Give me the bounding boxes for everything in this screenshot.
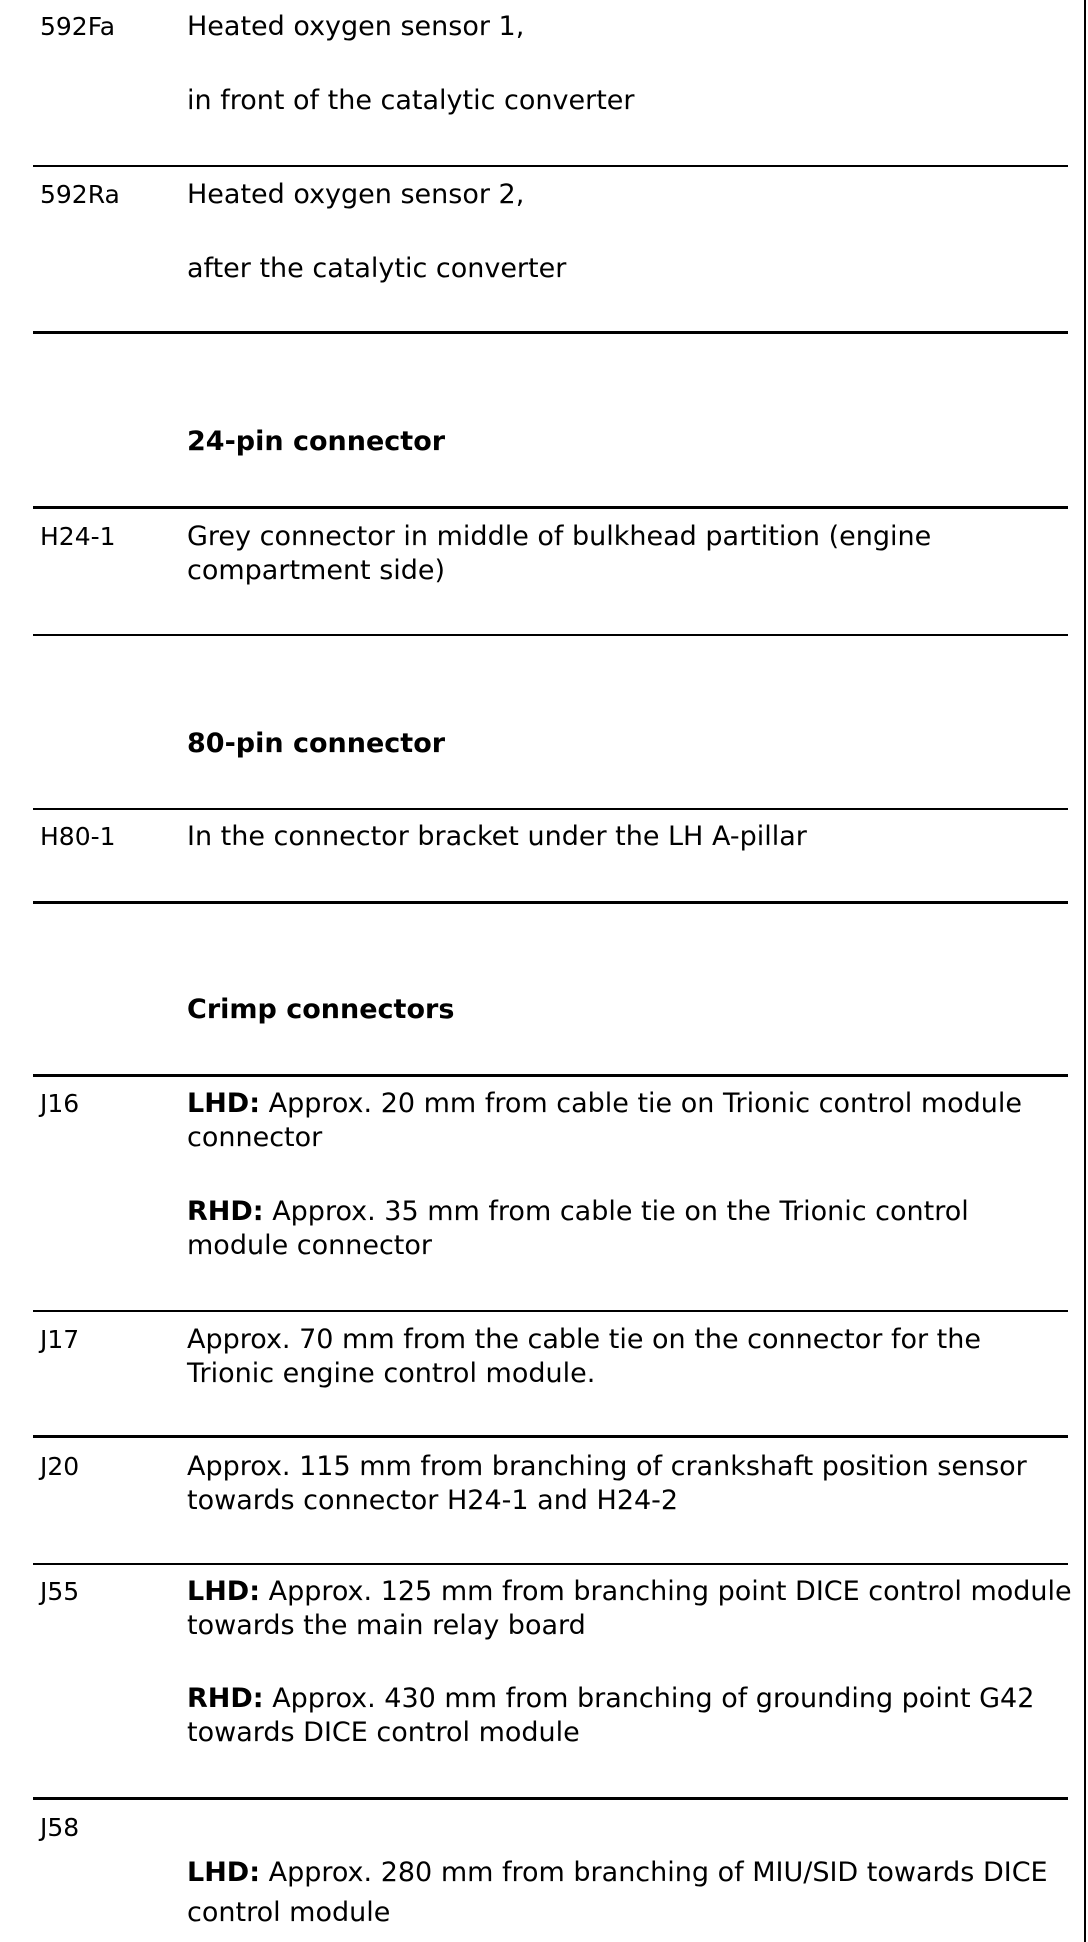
lhd-text: Approx. 280 mm from branching of MIU/SID towards DICE control module xyxy=(187,1857,1048,1928)
rhd-text: Approx. 35 mm from cable tie on the Trionic control module connector xyxy=(187,1196,969,1261)
component-code: J20 xyxy=(40,1452,80,1481)
section-heading: Crimp connectors xyxy=(187,994,455,1025)
component-description xyxy=(187,1195,1072,1263)
section-divider xyxy=(33,1797,1068,1800)
component-code: H24-1 xyxy=(40,522,116,551)
row-divider xyxy=(33,1310,1068,1312)
component-description: Approx. 115 mm from branching of crankshaft position sensor towards connector H24-1 and H24-2 xyxy=(187,1451,1027,1516)
component-code: J55 xyxy=(40,1577,80,1606)
lhd-text: Approx. 125 mm from branching point DICE control module towards the main relay board xyxy=(187,1576,1072,1641)
row-divider xyxy=(33,634,1068,636)
component-code: J16 xyxy=(40,1089,80,1118)
component-code: H80-1 xyxy=(40,822,116,851)
lhd-label: LHD: xyxy=(187,1088,261,1119)
section-heading: 80-pin connector xyxy=(187,728,446,759)
right-border xyxy=(1084,0,1086,1942)
component-description: Grey connector in middle of bulkhead partition (engine compartment side) xyxy=(187,521,932,586)
component-description xyxy=(187,1087,1072,1155)
section-heading: 24-pin connector xyxy=(187,426,446,457)
section-divider xyxy=(33,1435,1068,1438)
component-description: Heated oxygen sensor 2, xyxy=(187,179,525,210)
component-description: In the connector bracket under the LH A-pillar xyxy=(187,821,807,852)
rhd-label: RHD: xyxy=(187,1683,264,1714)
component-description: after the catalytic converter xyxy=(187,253,567,284)
section-divider xyxy=(33,1074,1068,1077)
component-code: 592Ra xyxy=(40,180,120,209)
component-description xyxy=(187,1575,1072,1643)
component-description xyxy=(187,1853,1072,1933)
lhd-label: LHD: xyxy=(187,1576,261,1607)
rhd-label: RHD: xyxy=(187,1196,264,1227)
component-code: J58 xyxy=(40,1813,80,1842)
row-divider xyxy=(33,808,1068,810)
row-divider xyxy=(33,165,1068,167)
component-description: in front of the catalytic converter xyxy=(187,85,635,116)
component-description xyxy=(187,1682,1072,1750)
section-divider xyxy=(33,901,1068,904)
row-divider xyxy=(33,1563,1068,1565)
rhd-text: Approx. 430 mm from branching of grounding point G42 towards DICE control module xyxy=(187,1683,1035,1748)
section-divider xyxy=(33,331,1068,334)
component-description: Heated oxygen sensor 1, xyxy=(187,11,525,42)
component-code: J17 xyxy=(40,1325,80,1354)
lhd-text: Approx. 20 mm from cable tie on Trionic control module connector xyxy=(187,1088,1022,1153)
component-description: Approx. 70 mm from the cable tie on the connector for the Trionic engine control module. xyxy=(187,1324,981,1389)
component-code: 592Fa xyxy=(40,12,116,41)
lhd-label: LHD: xyxy=(187,1857,261,1888)
section-divider xyxy=(33,506,1068,509)
